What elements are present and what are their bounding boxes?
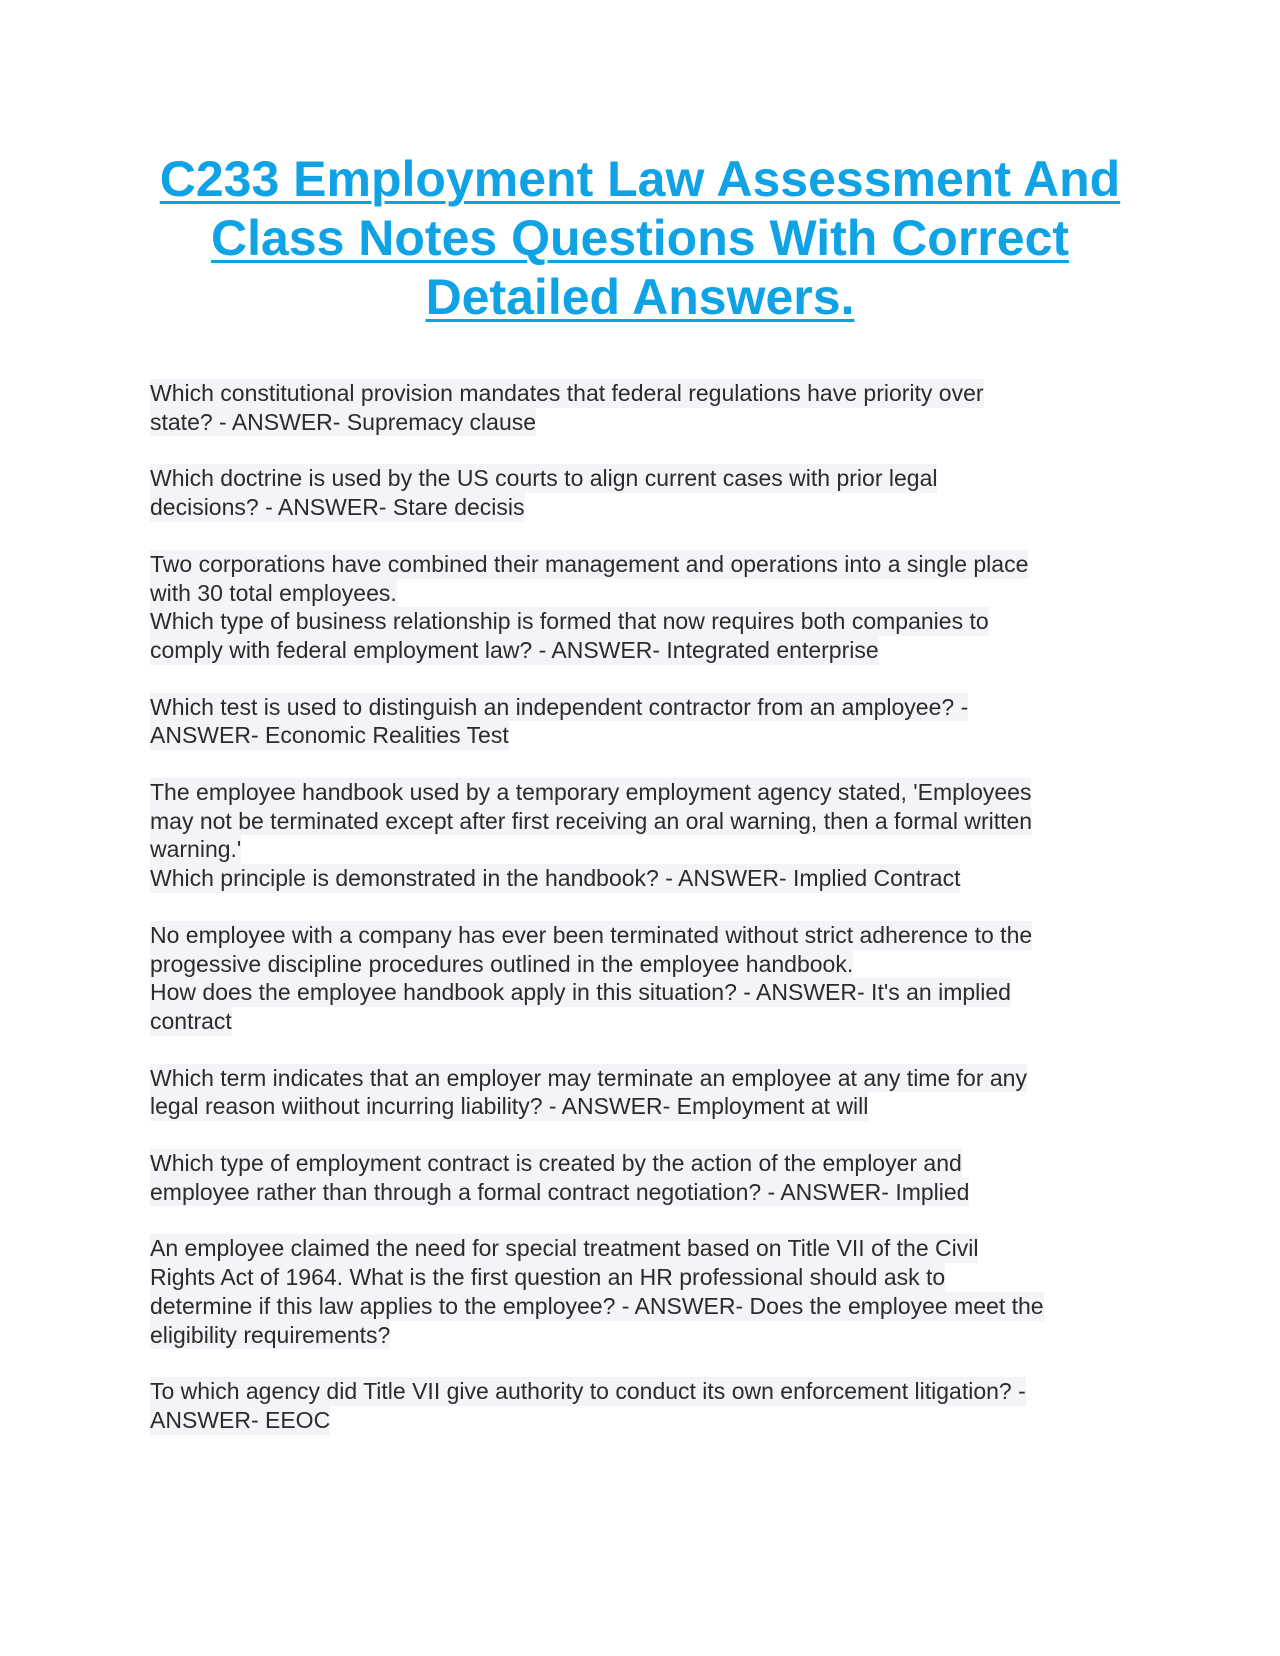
qa-item <box>150 550 1150 665</box>
qa-item <box>150 1234 1150 1349</box>
qa-text-line: may not be terminated except after first receiving an oral warning, then a formal written <box>150 807 1033 834</box>
qa-item <box>150 921 1150 1036</box>
qa-item <box>150 1149 1150 1206</box>
qa-item <box>150 464 1150 521</box>
qa-text-line: An employee claimed the need for special treatment based on Title VII of the Civil <box>150 1235 979 1262</box>
qa-text-line: Which type of employment contract is created by the action of the employer and <box>150 1150 962 1177</box>
qa-text-line: ANSWER- EEOC <box>150 1406 331 1433</box>
qa-text-line: Two corporations have combined their management and operations into a single place <box>150 550 1029 577</box>
qa-text-line: legal reason wiithout incurring liability? - ANSWER- Employment at will <box>150 1093 869 1120</box>
title-line: C233 Employment Law Assessment And <box>159 151 1121 207</box>
qa-text-line: No employee with a company has ever been terminated without strict adherence to the <box>150 921 1033 948</box>
qa-text-line: Which type of business relationship is formed that now requires both companies to <box>150 608 989 635</box>
qa-text-line: Which principle is demonstrated in the handbook? - ANSWER- Implied Contract <box>150 865 961 892</box>
qa-text-line: Which test is used to distinguish an independent contractor from an amployee? - <box>150 693 969 720</box>
qa-text-line: To which agency did Title VII give authority to conduct its own enforcement litigation? - <box>150 1378 1026 1405</box>
qa-text-line: The employee handbook used by a temporary employment agency stated, 'Employees <box>150 779 1032 806</box>
qa-text-line: employee rather than through a formal contract negotiation? - ANSWER- Implied <box>150 1178 970 1205</box>
qa-item <box>150 1377 1150 1434</box>
qa-text-line: Which doctrine is used by the US courts to align current cases with prior legal <box>150 465 938 492</box>
qa-text-line: eligibility requirements? <box>150 1321 391 1348</box>
qa-text-line: How does the employee handbook apply in this situation? - ANSWER- It's an implied <box>150 979 1011 1006</box>
qa-text-line: contract <box>150 1007 232 1034</box>
qa-text-line: decisions? - ANSWER- Stare decisis <box>150 494 525 521</box>
qa-text-line: warning.' <box>150 836 242 863</box>
qa-item <box>150 1064 1150 1121</box>
qa-text-line: with 30 total employees. <box>150 579 397 606</box>
qa-item <box>150 693 1150 750</box>
qa-item <box>150 379 1150 436</box>
title-line: Class Notes Questions With Correct <box>210 210 1070 266</box>
qa-text-line: Which constitutional provision mandates that federal regulations have priority over <box>150 380 984 406</box>
document-title-link[interactable] <box>130 150 1150 327</box>
qa-text-line: determine if this law applies to the employee? - ANSWER- Does the employee meet the <box>150 1292 1044 1319</box>
qa-item <box>150 778 1150 893</box>
title-line: Detailed Answers. <box>425 269 855 325</box>
qa-text-line: Which term indicates that an employer may terminate an employee at any time for any <box>150 1064 1027 1091</box>
qa-text-line: ANSWER- Economic Realities Test <box>150 722 509 749</box>
qa-text-line: comply with federal employment law? - ANSWER- Integrated enterprise <box>150 636 879 663</box>
qa-text-line: Rights Act of 1964. What is the first question an HR professional should ask to <box>150 1264 946 1291</box>
qa-text-line: state? - ANSWER- Supremacy clause <box>150 408 537 435</box>
qa-text-line: progessive discipline procedures outlined in the employee handbook. <box>150 950 854 977</box>
qa-list <box>150 379 1150 1463</box>
